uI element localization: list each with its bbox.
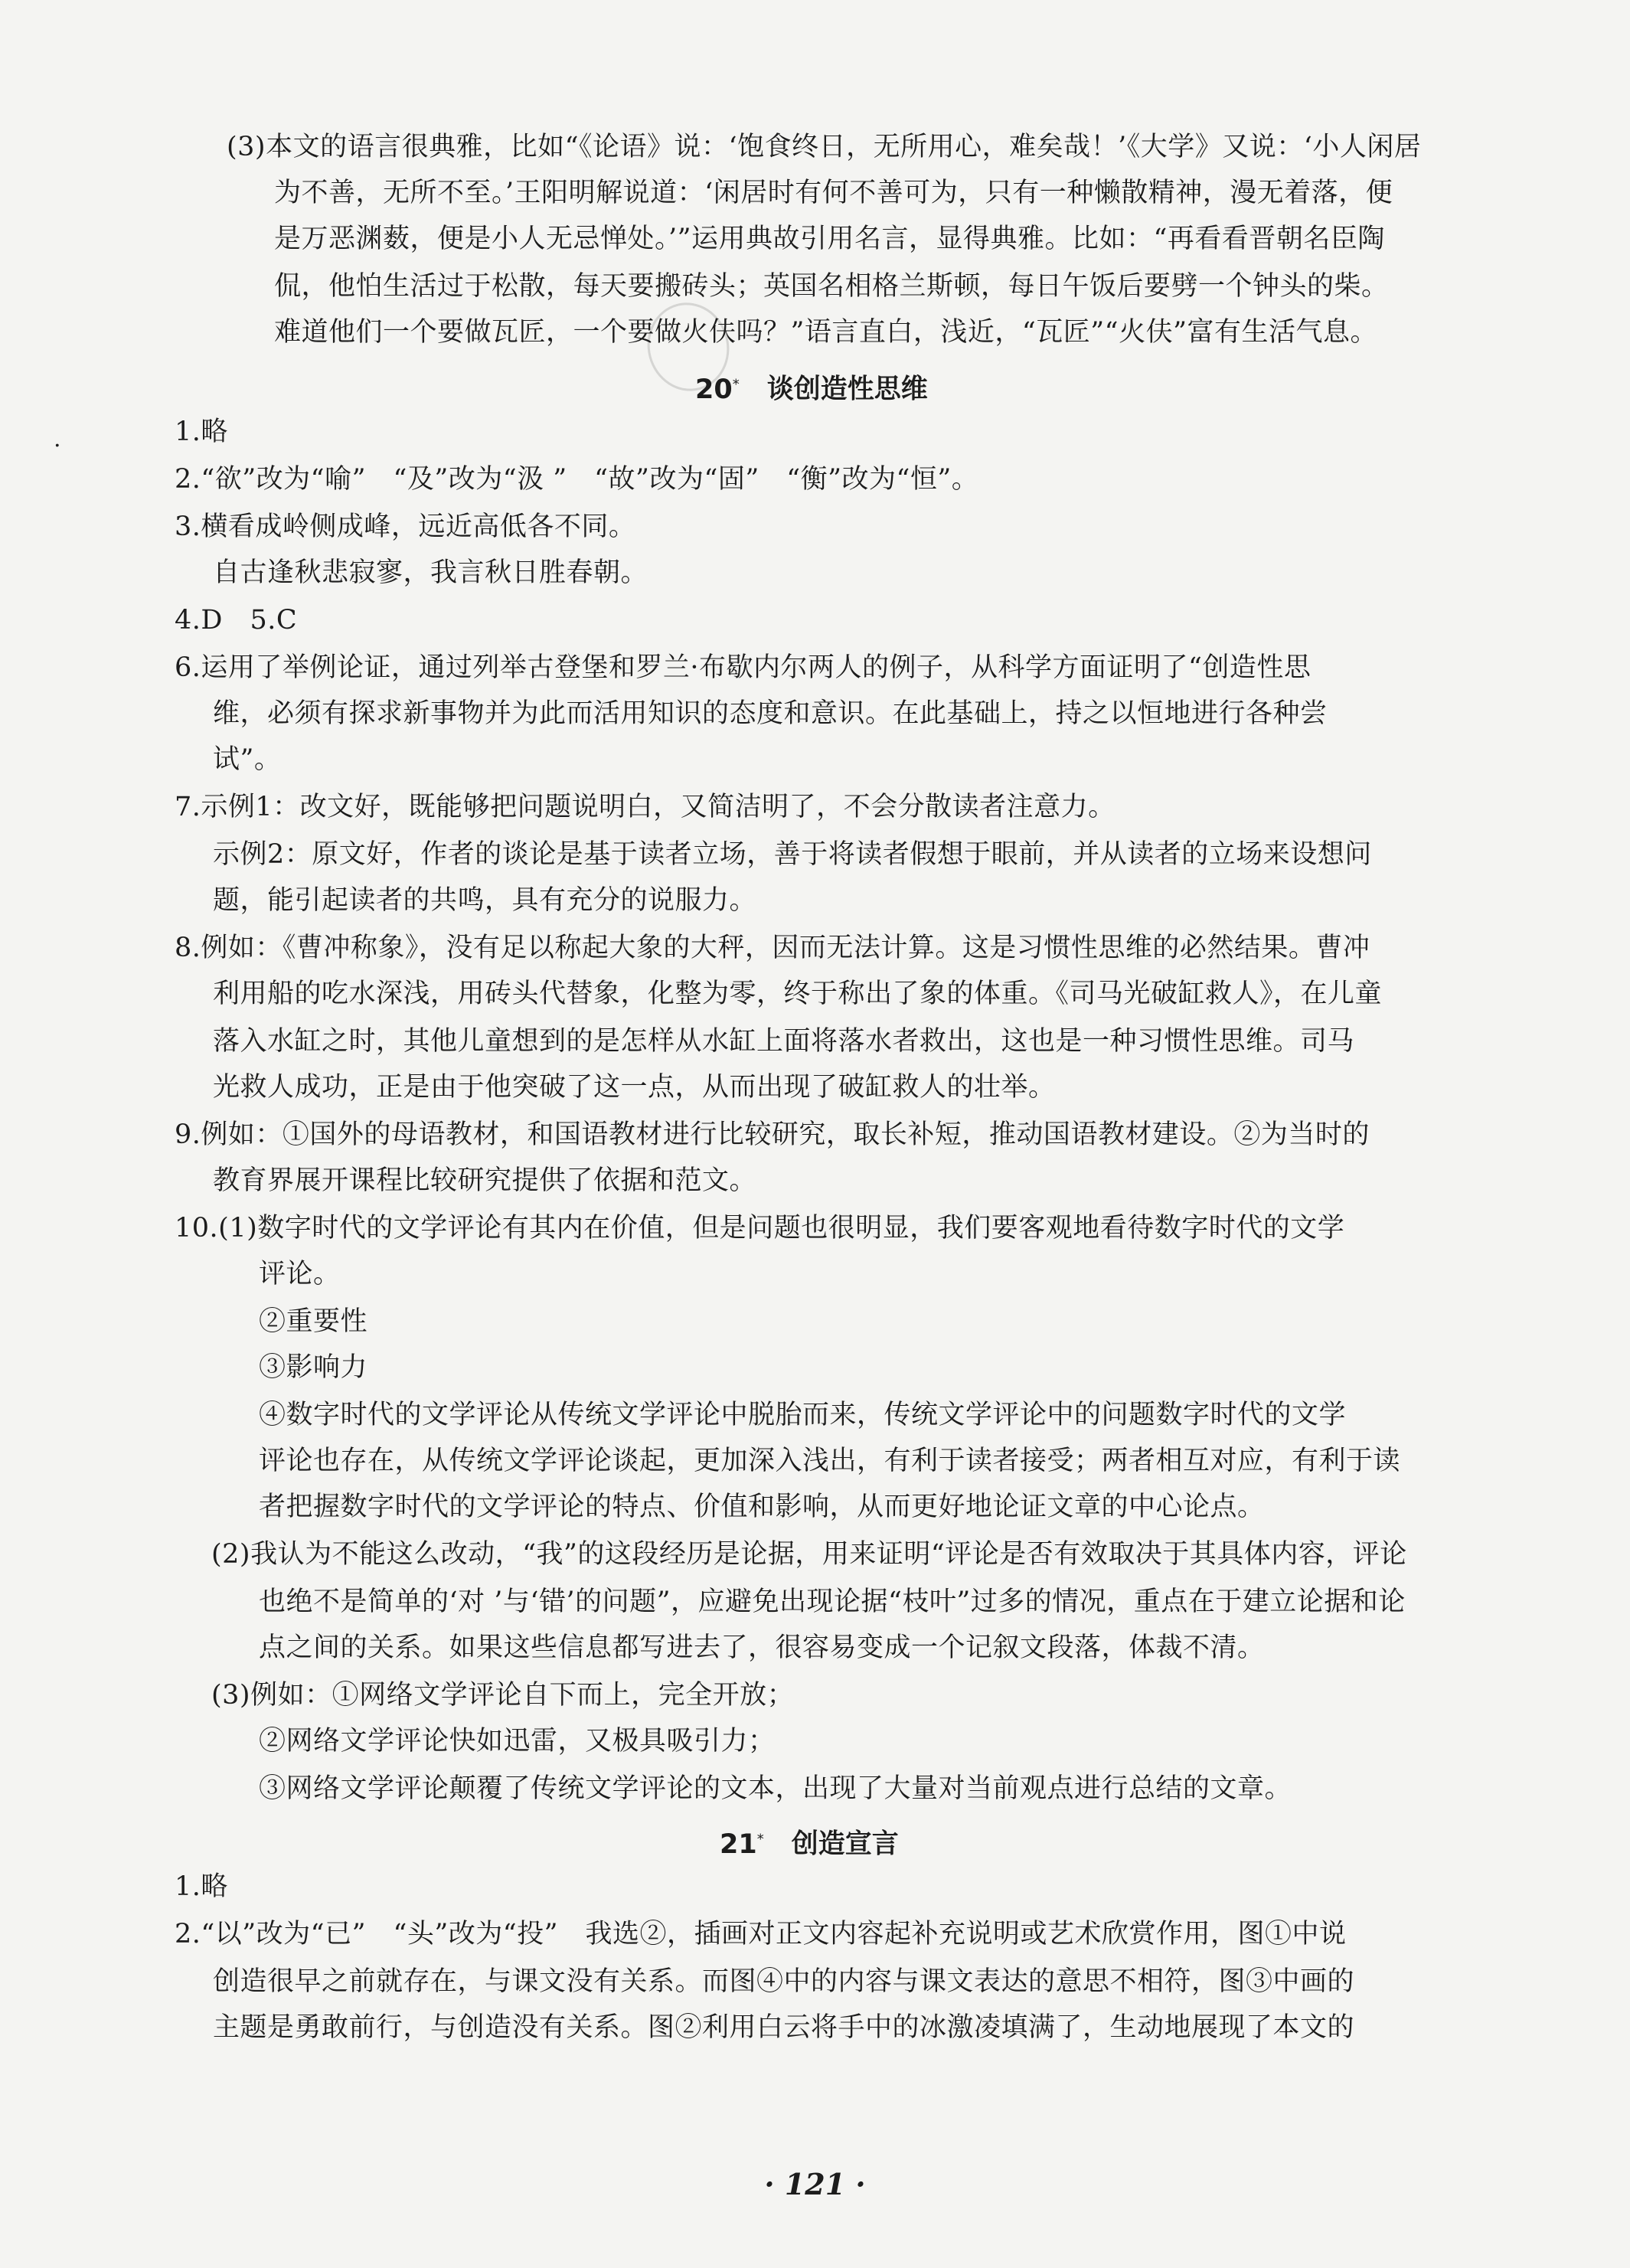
text-line: 10.(1)数字时代的文学评论有其内在价值，但是问题也很明显，我们要客观地看待数字时代的文学 <box>175 1213 1345 1243</box>
text-line: 题，能引起读者的共鸣，具有充分的说服力。 <box>213 885 757 916</box>
text-line: 9.例如：①国外的母语教材，和国语教材进行比较研究，取长补短，推动国语教材建设。②为当时的 <box>175 1119 1370 1150</box>
section-title-text: 创造宣言 <box>791 1828 899 1860</box>
text-line: 教育界展开课程比较研究提供了依据和范文。 <box>213 1165 757 1196</box>
text-line: (3)本文的语言很典雅，比如“《论语》说：‘饱食终日，无所用心，难矣哉！’《大学》又说：‘小人闲居 <box>227 132 1422 162</box>
text-line: (2)我认为不能这么改动，“我”的这段经历是论据，用来证明“评论是否有效取决于其具体内容，评论 <box>211 1539 1407 1570</box>
text-line: 也绝不是简单的‘对 ’与‘错’的问题”，应避免出现论据“枝叶”过多的情况，重点在于建立论据和论 <box>259 1587 1406 1617</box>
text-line: 维，必须有探求新事物并为此而活用知识的态度和意识。在此基础上，持之以恒地进行各种尝 <box>213 698 1328 729</box>
margin-dot: . <box>54 426 61 453</box>
section-number: 21* <box>720 1828 764 1860</box>
text-line: (3)例如：①网络文学评论自下而上，完全开放； <box>211 1680 795 1711</box>
text-line: 落入水缸之时，其他儿童想到的是怎样从水缸上面将落水者救出，这也是一种习惯性思维。司马 <box>213 1026 1355 1057</box>
section-mark: * <box>732 376 740 392</box>
text-line: 是万恶渊薮，便是小人无忌惮处。’”运用典故引用名言，显得典雅。比如：“再看看晋朝名臣陶 <box>274 224 1385 254</box>
text-line: 创造很早之前就存在，与课文没有关系。而图④中的内容与课文表达的意思不相符，图③中画的 <box>213 1966 1355 1997</box>
text-line: 7.示例1：改文好，既能够把问题说明白，又简洁明了，不会分散读者注意力。 <box>175 792 1116 822</box>
text-line: ④数字时代的文学评论从传统文学评论中脱胎而来，传统文学评论中的问题数字时代的文学 <box>259 1400 1347 1430</box>
text-line: 为不善，无所不至。’王阳明解说道：‘闲居时有何不善可为，只有一种懒散精神，漫无着落，便 <box>274 178 1393 208</box>
text-line: 侃，他怕生活过于松散，每天要搬砖头；英国名相格兰斯顿，每日午饭后要劈一个钟头的柴。 <box>274 271 1389 302</box>
text-line: 光救人成功，正是由于他突破了这一点，从而出现了破缸救人的壮举。 <box>213 1072 1056 1103</box>
section-title <box>695 368 928 407</box>
text-line: 2.“欲”改为“喻” “及”改为“汲 ” “故”改为“固” “衡”改为“恒”。 <box>175 464 979 495</box>
text-line: 主题是勇敢前行，与创造没有关系。图②利用白云将手中的冰激凌填满了，生动地展现了本文的 <box>213 2012 1355 2043</box>
text-line: 1.略 <box>175 1871 228 1902</box>
text-line: 利用船的吃水深浅，用砖头代替象，化整为零，终于称出了象的体重。《司马光破缸救人》，在儿童 <box>213 979 1383 1009</box>
text-line: 评论也存在，从传统文学评论谈起，更加深入浅出，有利于读者接受；两者相互对应，有利于读 <box>259 1446 1401 1476</box>
text-line: ③网络文学评论颠覆了传统文学评论的文本，出现了大量对当前观点进行总结的文章。 <box>259 1773 1292 1804</box>
text-line: ②网络文学评论快如迅雷，又极具吸引力； <box>259 1726 776 1757</box>
text-line: 4.D 5.C <box>175 605 298 636</box>
text-line: 1.略 <box>175 417 228 447</box>
text-line: 示例2：原文好，作者的谈论是基于读者立场，善于将读者假想于眼前，并从读者的立场来设想问 <box>213 839 1372 870</box>
text-line: 自古逢秋悲寂寥，我言秋日胜春朝。 <box>213 557 648 588</box>
text-line: 难道他们一个要做瓦匠，一个要做火伕吗？”语言直白，浅近，“瓦匠”“火伕”富有生活气息。 <box>274 317 1377 348</box>
text-line: 6.运用了举例论证，通过列举古登堡和罗兰·布歇内尔两人的例子，从科学方面证明了“创造性思 <box>175 652 1312 683</box>
text-line: 3.横看成岭侧成峰，远近高低各不同。 <box>175 511 636 542</box>
text-line: 者把握数字时代的文学评论的特点、价值和影响，从而更好地论证文章的中心论点。 <box>259 1492 1265 1522</box>
section-title <box>720 1822 899 1861</box>
text-line: 试”。 <box>213 744 282 775</box>
page-number: · 121 · <box>764 2167 866 2201</box>
text-line: 2.“以”改为“已” “头”改为“投” 我选②，插画对正文内容起补充说明或艺术欣赏作用，图①中说 <box>175 1919 1347 1949</box>
text-line: 评论。 <box>259 1259 341 1289</box>
text-line: 点之间的关系。如果这些信息都写进去了，很容易变成一个记叙文段落，体裁不清。 <box>259 1632 1265 1663</box>
section-mark: * <box>756 1831 764 1847</box>
text-line: ③影响力 <box>259 1352 368 1383</box>
text-line: 8.例如：《曹冲称象》，没有足以称起大象的大秤，因而无法计算。这是习惯性思维的必然结果。曹冲 <box>175 933 1370 963</box>
section-title-text: 谈创造性思维 <box>766 374 928 405</box>
text-line: ②重要性 <box>259 1306 368 1337</box>
section-number: 20* <box>695 374 740 405</box>
